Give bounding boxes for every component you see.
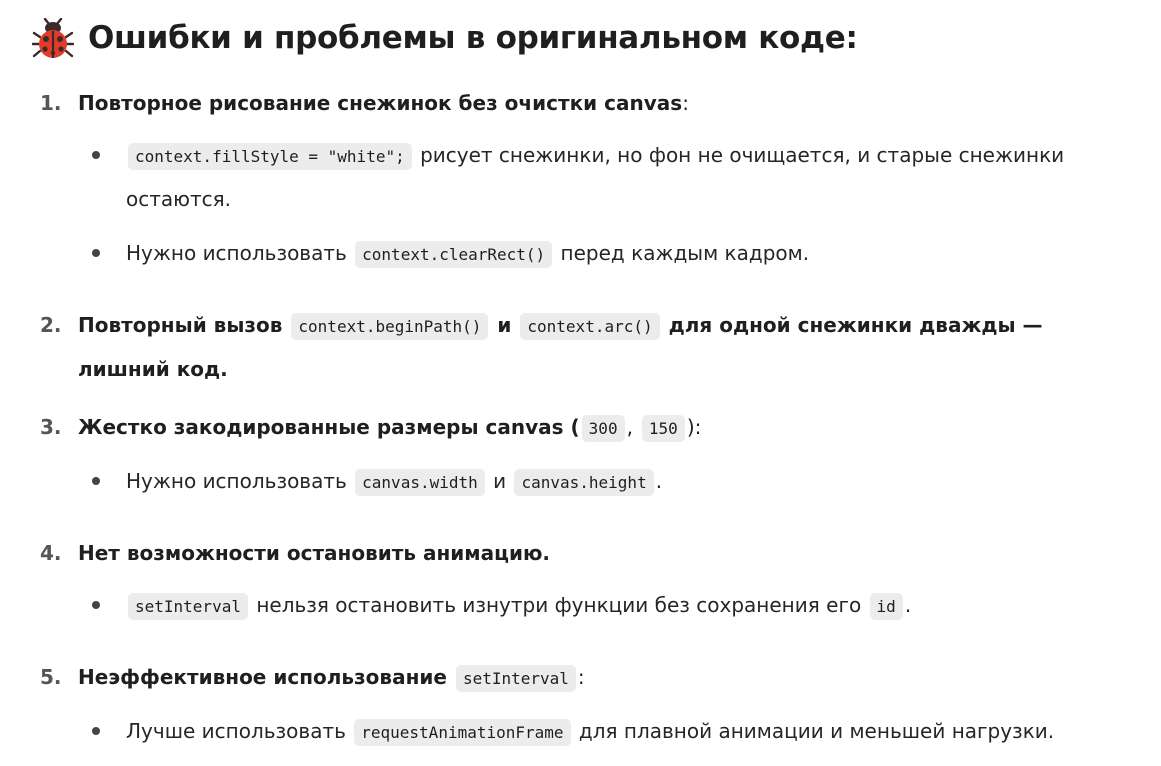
bullet-dot xyxy=(78,232,126,274)
issue-title-text: Повторное рисование снежинок без очистки canvas xyxy=(78,91,683,115)
issue-title-part: ): xyxy=(686,415,702,439)
code-snippet: context.clearRect() xyxy=(355,241,552,268)
sub-text-content: нельзя остановить изнутри функции без сохранения его xyxy=(256,593,862,617)
sub-text-before: Нужно использовать xyxy=(126,241,347,265)
sub-list xyxy=(78,584,1137,628)
code-snippet: 300 xyxy=(582,415,625,442)
issue-item xyxy=(32,82,1137,288)
issue-title xyxy=(78,406,1137,450)
issue-item xyxy=(32,304,1137,390)
sub-item xyxy=(78,584,1137,628)
sub-item xyxy=(78,710,1137,754)
sub-text xyxy=(126,584,1137,628)
sub-item xyxy=(78,232,1137,276)
code-snippet: canvas.height xyxy=(514,469,653,496)
sub-text-before: Лучше использовать xyxy=(126,719,346,743)
sub-text-after: . xyxy=(655,469,663,493)
issue-item xyxy=(32,656,1137,766)
sub-text xyxy=(126,460,1137,504)
issue-number: 1. xyxy=(40,91,62,115)
code-snippet: context.arc() xyxy=(520,313,659,340)
issue-number: 5. xyxy=(40,665,62,689)
issue-body xyxy=(78,82,1137,288)
sub-text xyxy=(126,710,1137,754)
issue-title-text: Неэффективное использование xyxy=(78,665,447,689)
sub-item xyxy=(78,460,1137,504)
issue-item xyxy=(32,406,1137,516)
sub-text xyxy=(126,134,1137,220)
sub-text-after: для плавной анимации и меньшей нагрузки. xyxy=(578,719,1055,743)
code-snippet: context.fillStyle = "white"; xyxy=(128,143,412,170)
issue-body xyxy=(78,532,1137,640)
bullet-dot xyxy=(78,460,126,502)
code-snippet: setInterval xyxy=(128,593,248,620)
issue-title-text: Нет возможности остановить анимацию. xyxy=(78,541,551,565)
sub-text-before: Нужно использовать xyxy=(126,469,347,493)
issue-title-part: и xyxy=(497,313,512,337)
issue-title-part: для одной снежинки дважды — лишний код. xyxy=(78,313,1043,381)
issue-body xyxy=(78,304,1137,390)
code-snippet: context.beginPath() xyxy=(291,313,488,340)
code-snippet: 150 xyxy=(642,415,685,442)
code-snippet: canvas.width xyxy=(355,469,485,496)
issue-title-colon: : xyxy=(577,665,585,689)
page-heading xyxy=(32,18,1137,60)
issue-title-part: , xyxy=(626,415,633,439)
code-snippet: id xyxy=(870,593,903,620)
issue-body xyxy=(78,406,1137,516)
issue-title-part: Жестко закодированные размеры canvas ( xyxy=(78,415,580,439)
sub-list xyxy=(78,460,1137,504)
bullet-dot xyxy=(78,710,126,752)
issue-number: 3. xyxy=(40,415,62,439)
sub-list xyxy=(78,710,1137,754)
issue-title xyxy=(78,304,1137,390)
issue-title xyxy=(78,656,1137,700)
issue-title-colon: : xyxy=(682,91,689,115)
sub-text-after: перед каждым кадром. xyxy=(560,241,810,265)
sub-text xyxy=(126,232,1137,276)
issues-list xyxy=(32,82,1137,766)
issue-number: 2. xyxy=(40,313,62,337)
issue-item xyxy=(32,532,1137,640)
sub-text-after: . xyxy=(904,593,912,617)
issue-title-part: Повторный вызов xyxy=(78,313,283,337)
ladybug-icon xyxy=(32,18,74,60)
issue-body xyxy=(78,656,1137,766)
sub-text-middle: и xyxy=(493,469,507,493)
sub-list xyxy=(78,134,1137,276)
code-snippet: requestAnimationFrame xyxy=(354,719,570,746)
bullet-dot xyxy=(78,134,126,176)
sub-item xyxy=(78,134,1137,220)
code-snippet: setInterval xyxy=(456,665,576,692)
issue-title xyxy=(78,82,1137,124)
bullet-dot xyxy=(78,584,126,626)
heading-text: Ошибки и проблемы в оригинальном коде: xyxy=(88,20,858,57)
issue-number: 4. xyxy=(40,541,62,565)
sub-text-content: рисует снежинки, но фон не очищается, и старые снежинки остаются. xyxy=(126,143,1065,211)
issue-title xyxy=(78,532,1137,574)
